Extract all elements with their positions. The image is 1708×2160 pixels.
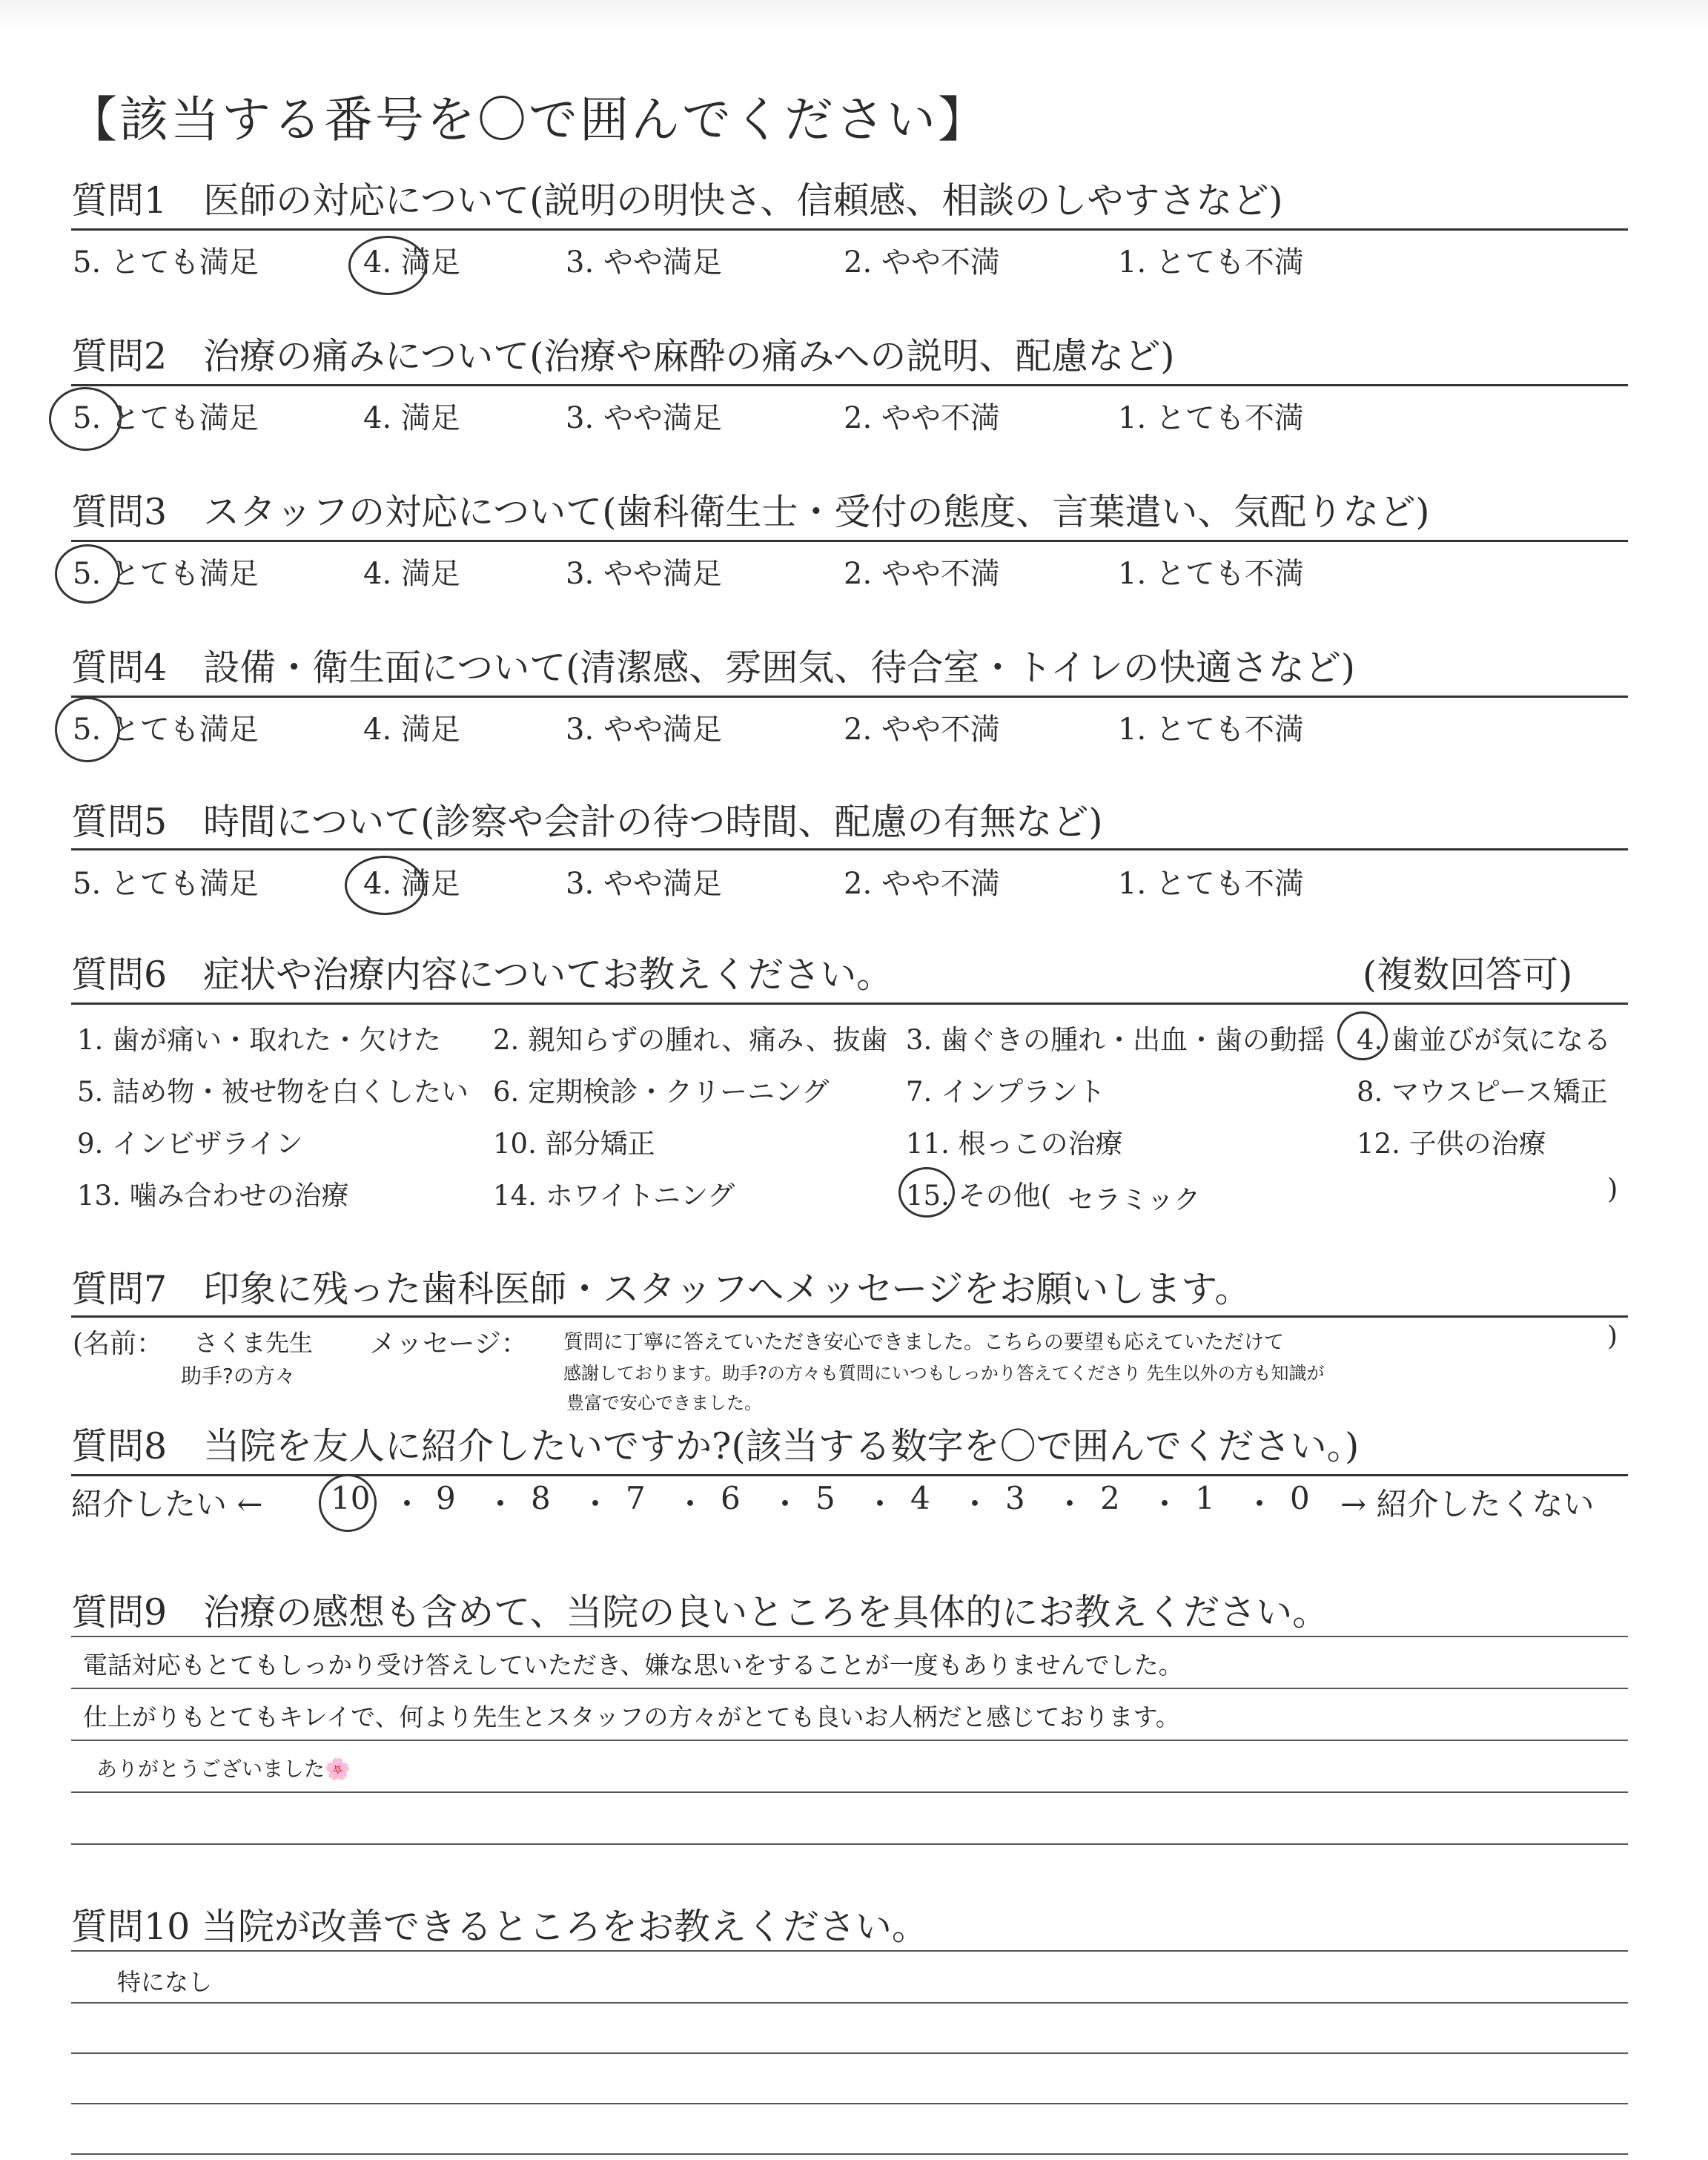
question-6-rule — [71, 1003, 1628, 1005]
q7-message-line-3: 豊富で安心できました。 — [566, 1393, 762, 1413]
question-2-rule — [71, 384, 1628, 386]
q3-option-1[interactable]: 1. とても不満 — [1118, 557, 1304, 591]
q1-option-1[interactable]: 1. とても不満 — [1118, 245, 1304, 280]
question-9-label: 質問9 治療の感想も含めて、当院の良いところを具体的にお教えください。 — [71, 1591, 1329, 1634]
q8-score-5[interactable]: 5 — [815, 1480, 835, 1516]
q8-sep: ・ — [769, 1486, 801, 1522]
q4-option-4[interactable]: 4. 満足 — [363, 713, 460, 747]
q7-message-line-1: 質問に丁寧に答えていただき安心できました。こちらの要望も応えていただけて — [563, 1331, 1284, 1354]
q4-option-2[interactable]: 2. やや不満 — [844, 713, 1000, 747]
question-1-rule — [71, 228, 1628, 231]
q5-option-4[interactable]: 4. 満足 — [363, 867, 460, 901]
q3-option-4[interactable]: 4. 満足 — [363, 557, 460, 591]
q8-score-9[interactable]: 9 — [436, 1480, 456, 1516]
q10-answer-line-1: 特になし — [117, 1968, 213, 1996]
q2-option-1[interactable]: 1. とても不満 — [1118, 401, 1304, 435]
q10-line-rule — [71, 2153, 1628, 2155]
q5-option-5[interactable]: 5. とても満足 — [73, 867, 259, 901]
q9-line-rule — [71, 1843, 1628, 1845]
q8-score-4[interactable]: 4 — [910, 1480, 930, 1516]
q9-answer-line-3: ありがとうございました🌸 — [96, 1757, 351, 1781]
q1-selection-circle — [348, 236, 427, 295]
q9-line-rule — [71, 1740, 1628, 1741]
q2-option-4[interactable]: 4. 満足 — [363, 401, 460, 435]
q5-option-3[interactable]: 3. やや満足 — [566, 867, 722, 901]
q9-answer-line-2: 仕上がりもとてもキレイで、何より先生とスタッフの方々がとても良いお人柄だと感じております。 — [83, 1702, 1180, 1731]
q8-score-7[interactable]: 7 — [626, 1480, 646, 1516]
q8-score-8[interactable]: 8 — [531, 1480, 551, 1516]
q6-item-10[interactable]: 10. 部分矯正 — [493, 1128, 655, 1160]
question-10-label: 質問10 当院が改善できるところをお教えください。 — [71, 1906, 928, 1948]
q6-item-6[interactable]: 6. 定期検診・クリーニング — [493, 1076, 830, 1108]
question-7-rule — [71, 1315, 1628, 1318]
q9-answer-line-1: 電話対応もとてもしっかり受け答えしていただき、嫌な思いをすることが一度もありませんでした。 — [83, 1651, 1183, 1680]
q8-sep: ・ — [959, 1486, 991, 1522]
q3-option-3[interactable]: 3. やや満足 — [566, 557, 722, 591]
q4-selection-circle — [55, 697, 120, 762]
q6-item-8[interactable]: 8. マウスピース矯正 — [1357, 1076, 1608, 1108]
q10-line-rule — [71, 1950, 1628, 1952]
q8-sep: ・ — [864, 1486, 896, 1522]
q8-left-label: 紹介したい ← — [71, 1486, 263, 1522]
q10-line-rule — [71, 2103, 1628, 2104]
q9-line-rule — [71, 1636, 1628, 1637]
question-5-rule — [71, 848, 1628, 851]
q1-option-5[interactable]: 5. とても満足 — [73, 245, 259, 280]
question-8-label: 質問8 当院を友人に紹介したいですか?(該当する数字を〇で囲んでください。) — [71, 1425, 1360, 1467]
question-6-note: (複数回答可) — [1363, 954, 1573, 996]
q6-item-5[interactable]: 5. 詰め物・被せ物を白くしたい — [77, 1076, 469, 1108]
q2-selection-circle — [49, 387, 122, 451]
q6-item-1[interactable]: 1. 歯が痛い・取れた・欠けた — [77, 1024, 442, 1056]
q4-option-5[interactable]: 5. とても満足 — [73, 713, 259, 747]
q8-sep: ・ — [675, 1486, 706, 1522]
q6-other-text: セラミック — [1068, 1185, 1201, 1215]
q6-item-9[interactable]: 9. インビザライン — [77, 1128, 303, 1160]
q6-item-12[interactable]: 12. 子供の治療 — [1357, 1128, 1546, 1160]
q8-score-2[interactable]: 2 — [1100, 1480, 1120, 1516]
q6-item-11[interactable]: 11. 根っこの治療 — [906, 1128, 1123, 1160]
q8-sep: ・ — [1054, 1486, 1086, 1522]
q10-line-rule — [71, 2052, 1628, 2054]
q7-name-1: さくま先生 — [194, 1329, 314, 1357]
q6-selection-circle-4 — [1337, 1011, 1388, 1060]
question-6-label: 質問6 症状や治療内容についてお教えください。 — [71, 954, 893, 996]
q9-line-rule — [71, 1791, 1628, 1793]
q8-score-1[interactable]: 1 — [1195, 1480, 1215, 1516]
q8-sep: ・ — [580, 1486, 612, 1522]
q6-item-4[interactable]: 4. 歯並びが気になる — [1357, 1024, 1612, 1056]
q8-right-label: → 紹介したくない — [1340, 1486, 1595, 1522]
q8-score-0[interactable]: 0 — [1290, 1480, 1310, 1516]
q1-option-3[interactable]: 3. やや満足 — [566, 245, 722, 280]
q2-option-2[interactable]: 2. やや不満 — [844, 401, 1000, 435]
q8-score-6[interactable]: 6 — [721, 1480, 741, 1516]
q6-other-close-paren: ) — [1607, 1173, 1618, 1205]
q2-option-3[interactable]: 3. やや満足 — [566, 401, 722, 435]
q8-score-3[interactable]: 3 — [1005, 1480, 1025, 1516]
q8-sep: ・ — [391, 1486, 423, 1522]
q6-item-3[interactable]: 3. 歯ぐきの腫れ・出血・歯の動揺 — [906, 1024, 1325, 1056]
q8-sep: ・ — [485, 1486, 517, 1522]
q3-selection-circle — [55, 544, 120, 604]
page-title: 【該当する番号を〇で囲んでください】 — [68, 91, 989, 148]
question-4-rule — [71, 696, 1628, 698]
question-3-rule — [71, 540, 1628, 542]
q6-item-14[interactable]: 14. ホワイトニング — [493, 1180, 735, 1212]
q3-option-5[interactable]: 5. とても満足 — [73, 557, 259, 591]
question-2-label: 質問2 治療の痛みについて(治療や麻酔の痛みへの説明、配慮など) — [71, 335, 1175, 377]
q8-selection-circle — [319, 1474, 377, 1532]
q6-item-13[interactable]: 13. 噛み合わせの治療 — [77, 1180, 349, 1212]
q7-name-2: 助手?の方々 — [181, 1364, 296, 1388]
q7-close-paren: ) — [1607, 1321, 1618, 1352]
q1-option-4[interactable]: 4. 満足 — [363, 245, 460, 280]
q8-sep: ・ — [1244, 1486, 1276, 1522]
q4-option-3[interactable]: 3. やや満足 — [566, 713, 722, 747]
q8-score-10[interactable]: 10 — [331, 1480, 371, 1516]
q7-name-label: (名前： — [73, 1329, 164, 1359]
q7-message-line-2: 感謝しております。助手?の方々も質問にいつもしっかり答えてくださり 先生以外の方も知識が — [563, 1363, 1325, 1384]
q2-option-5[interactable]: 5. とても満足 — [73, 401, 259, 435]
q5-selection-circle — [345, 856, 425, 915]
q6-item-15[interactable]: 15. その他( — [906, 1180, 1052, 1212]
q6-item-2[interactable]: 2. 親知らずの腫れ、痛み、抜歯 — [493, 1024, 888, 1056]
q1-option-2[interactable]: 2. やや不満 — [844, 245, 1000, 280]
question-5-label: 質問5 時間について(診察や会計の待つ時間、配慮の有無など) — [71, 801, 1103, 843]
q10-line-rule — [71, 2002, 1628, 2004]
q7-message-label: メッセージ： — [369, 1329, 528, 1359]
q3-option-2[interactable]: 2. やや不満 — [844, 557, 1000, 591]
question-4-label: 質問4 設備・衛生面について(清潔感、雰囲気、待合室・トイレの快適さなど) — [71, 647, 1355, 689]
question-1-label: 質問1 医師の対応について(説明の明快さ、信頼感、相談のしやすさなど) — [71, 179, 1283, 222]
question-3-label: 質問3 スタッフの対応について(歯科衛生士・受付の態度、言葉遣い、気配りなど) — [71, 491, 1430, 533]
q6-item-7[interactable]: 7. インプラント — [906, 1076, 1106, 1108]
scan-top-edge — [0, 0, 1708, 30]
q9-line-rule — [71, 1688, 1628, 1689]
q6-selection-circle-15 — [898, 1167, 955, 1218]
q5-option-1[interactable]: 1. とても不満 — [1118, 867, 1304, 901]
question-7-label: 質問7 印象に残った歯科医師・スタッフへメッセージをお願いします。 — [71, 1268, 1251, 1310]
q5-option-2[interactable]: 2. やや不満 — [844, 867, 1000, 901]
q4-option-1[interactable]: 1. とても不満 — [1118, 713, 1304, 747]
question-8-rule — [71, 1474, 1628, 1476]
q8-sep: ・ — [1149, 1486, 1181, 1522]
